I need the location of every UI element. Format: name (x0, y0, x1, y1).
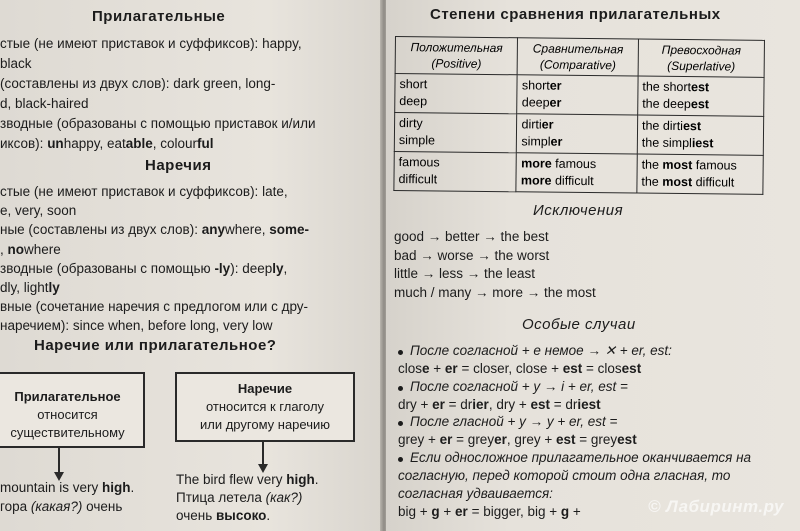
adverb-type-line: стые (не имеют приставок и суффиксов): late, (0, 184, 288, 199)
rule-1: После согласной + e немое → ✕ + er, est: (410, 343, 672, 358)
exception-row: good → better → the best (394, 229, 549, 244)
adverb-box-title: Наречие (237, 381, 293, 396)
adjective-type-line: зводные (образованы с помощью приставок и/или (0, 116, 316, 131)
positive-cell: dirty simple (394, 113, 517, 153)
adverb-example-translation: Птица летела (как?) (176, 490, 303, 505)
adverb-example-translation-2: очень высоко. (176, 508, 271, 523)
adverb-type-line: зводные (образованы с помощью -ly): deeply, (0, 260, 288, 276)
rule-2-example: dry + er = drier, dry + est = driest (398, 397, 601, 412)
rule-3: После гласной + y → y + er, est = (410, 414, 618, 429)
exception-row: little → less → the least (394, 266, 536, 281)
rule-4-example: big + g + er = bigger, big + g + (398, 504, 581, 519)
exception-row: much / many → more → the most (394, 284, 596, 300)
bullet (398, 350, 403, 355)
watermark: © Лабиринт.ру (647, 497, 784, 516)
table-header-cell: Положительная (Positive) (395, 37, 518, 75)
adjective-type-line: black (0, 56, 32, 71)
exception-row: bad → worse → the worst (394, 247, 550, 263)
adverb-type-line: dly, lightly (0, 280, 60, 295)
adverb-type-line: , nowhere (0, 241, 61, 257)
adjective-type-line: d, black-haired (0, 96, 89, 111)
adjectives-title: Прилагательные (92, 8, 226, 25)
adverb-type-line: вные (сочетание наречия с предлогом или с дру- (0, 299, 309, 315)
table-row (395, 74, 764, 117)
degrees-title: Степени сравнения прилагательных (430, 6, 721, 23)
bullet (398, 457, 403, 462)
adjective-box-title: Прилагательное (14, 389, 121, 404)
adverb-example: The bird flew very high. (176, 472, 319, 487)
adjective-example-translation: гора (какая?) очень (0, 499, 123, 514)
rule-4-line3: согласная удваивается: (398, 486, 553, 501)
table-header-cell: Превосходная (Superlative) (638, 39, 764, 77)
superlative-cell: the dirtiest the simpliest (637, 115, 763, 155)
adverb-type-line: ные (составлены из двух слов): anywhere, some- (0, 222, 310, 238)
left-page (0, 0, 382, 531)
positive-cell: short deep (395, 74, 518, 114)
adjective-type-line: стые (не имеют приставок и суффиксов): happy, (0, 36, 302, 51)
adjective-type-line: иксов): unhappy, eatable, colourful (0, 136, 214, 151)
choice-title: Наречие или прилагательное? (34, 337, 277, 354)
table-header-row (395, 37, 764, 78)
adverbs-title: Наречия (145, 157, 212, 174)
rule-4-line1: Если односложное прилагательное оканчивается на (410, 450, 752, 465)
table-row (394, 151, 763, 194)
adjective-box-line1: относится (37, 407, 98, 422)
adverb-arrow-line (262, 442, 264, 466)
rule-4-line2: согласную, перед которой стоит одна гласная, то (398, 468, 731, 483)
adjective-arrow-line (58, 448, 60, 474)
comparison-table (393, 36, 765, 195)
adjective-box-line2: существительному (10, 425, 125, 440)
bullet (398, 386, 403, 391)
adverb-box-line2: или другому наречию (200, 417, 330, 432)
adjective-example: mountain is very high. (0, 480, 135, 495)
comparative-cell: shorter deeper (517, 75, 638, 115)
table-row (394, 113, 763, 156)
special-cases-title: Особые случаи (522, 316, 636, 333)
positive-cell: famous difficult (394, 151, 517, 191)
rule-1-example: close + er = closer, close + est = closest (398, 361, 642, 376)
rule-3-example: grey + er = greyer, grey + est = greyest (398, 432, 637, 447)
adverb-type-line: наречием): since when, before long, very low (0, 318, 273, 334)
bullet (398, 421, 403, 426)
superlative-cell: the shortest the deepest (638, 76, 764, 116)
adjective-box (0, 372, 145, 448)
rule-2: После согласной + y → i + er, est = (410, 379, 628, 394)
comparative-cell: more famous more difficult (516, 153, 637, 193)
adverb-box-line1: относится к глаголу (205, 399, 325, 414)
table-header-cell: Сравнительная (Comparative) (518, 38, 639, 76)
comparative-cell: dirtier simpler (517, 114, 638, 154)
superlative-cell: the most famous the most difficult (637, 154, 763, 194)
adjective-type-line: (составлены из двух слов): dark green, long- (0, 76, 276, 91)
adverb-type-line: e, very, soon (0, 203, 77, 219)
adverb-box (175, 372, 355, 442)
exceptions-title: Исключения (533, 202, 624, 219)
